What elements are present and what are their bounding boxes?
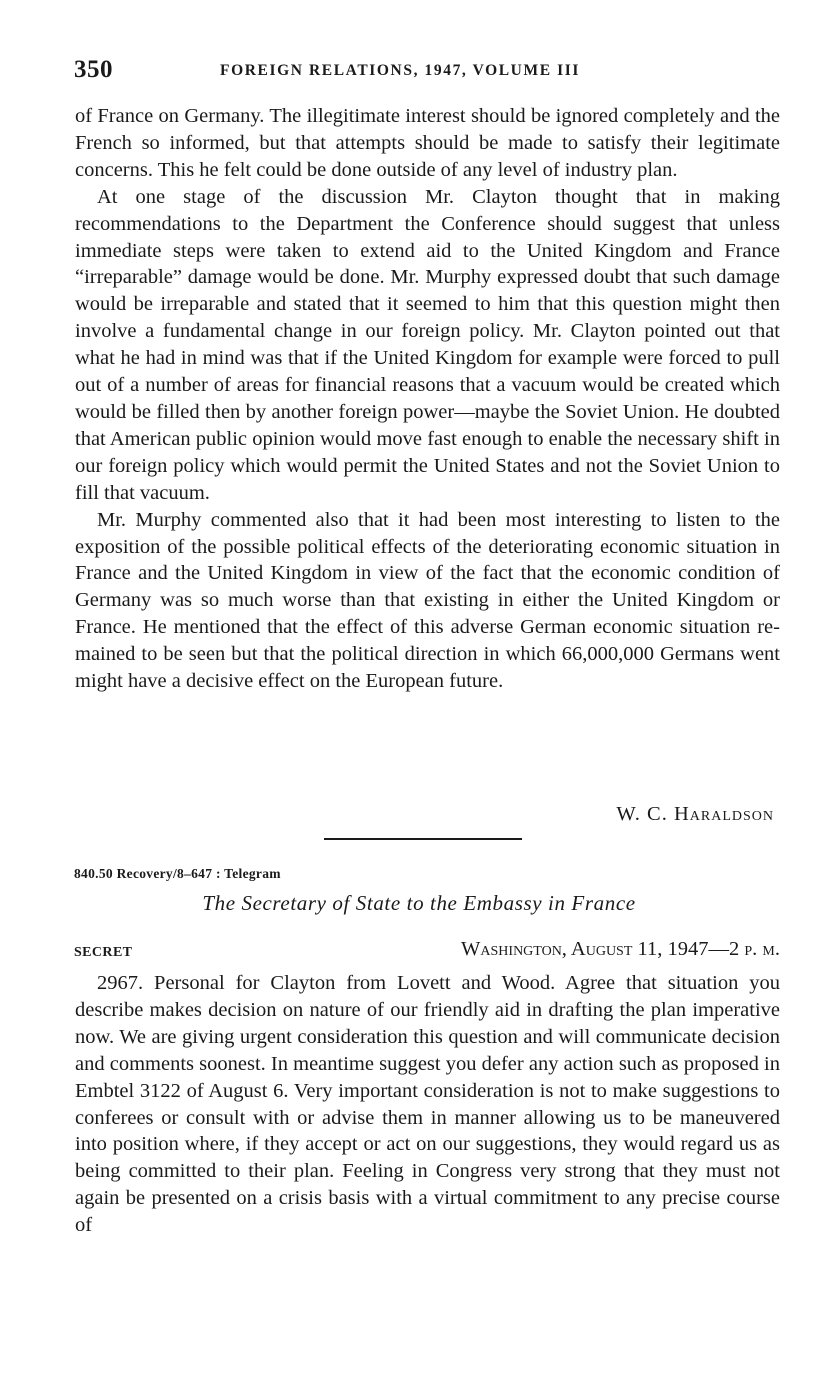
section-divider — [324, 838, 522, 840]
memo-paragraph: At one stage of the discussion Mr. Clayton thought that in making recommendations to the Department the Conference should suggest that unless immediate steps were taken to extend aid to the United Kingdom and France “irreparable” damage would be done. Mr. Murphy expressed doubt that such damage would be irreparable and stated that it seemed to him that this question might then involve a fundamental change in our foreign policy. Mr. Clayton pointed out that what he had in mind was that if the United Kingdom for example were forced to pull out of a number of areas for financial reasons that a vacuum would be created which would be filled then by another foreign power—maybe the Soviet Union. He doubted that American public opinion would move fast enough to enable the necessary shift in our foreign policy which would permit the United States and not the Soviet Union to fill that vacuum. — [75, 185, 780, 504]
document-title: The Secretary of State to the Embassy in France — [202, 891, 636, 915]
telegram-paragraph: 2967. Personal for Clayton from Lovett and Wood. Agree that situation you describe makes decision on nature of our friendly aid in drafting the plan imperative now. We are giving urgent consideration this question and will communicate decision and comments soonest. In meantime suggest you defer any action such as proposed in Embtel 3122 of August 6. Very important consideration is not to make suggestions to conferees or consult with or advise them in manner allowing us to be maneuvered into position where, if they accept or act on our suggestions, they would regard us as being committed to their plan. Feeling in Congress very strong that they must not again be presented on a crisis basis with a virtual commitment to any precise course of — [75, 972, 780, 1237]
memo-paragraph: Mr. Murphy commented also that it had been most interesting to listen to the exposition of the possible political effects of the deteriorating economic situation in France and the United Kingdom in view of the fact that the economic condition of Germany was so much worse than that existing in either the United Kingdom or France. He mentioned that the effect of this adverse German economic situation remained to be seen but that the political direction in which 66,000,000 Germans went might have a decisive effect on the European future. — [75, 508, 780, 693]
memo-body — [75, 103, 780, 695]
running-head: FOREIGN RELATIONS, 1947, VOLUME III — [220, 62, 580, 79]
classification-label: SECRET — [74, 945, 133, 960]
signature: W. C. Haraldson — [616, 803, 774, 825]
dateline: Washington, August 11, 1947—2 p. m. — [461, 938, 780, 960]
memo-paragraph: of France on Germany. The illegitimate interest should be ignored completely and the French so informed, but that attempts should be made to satisfy their legitimate concerns. This he felt could be done outside of any level of industry plan. — [75, 105, 780, 181]
page-header — [74, 56, 780, 90]
telegram-body — [75, 970, 780, 1239]
page-number: 350 — [74, 56, 113, 83]
file-reference: 840.50 Recovery/8–647 : Telegram — [74, 866, 281, 881]
